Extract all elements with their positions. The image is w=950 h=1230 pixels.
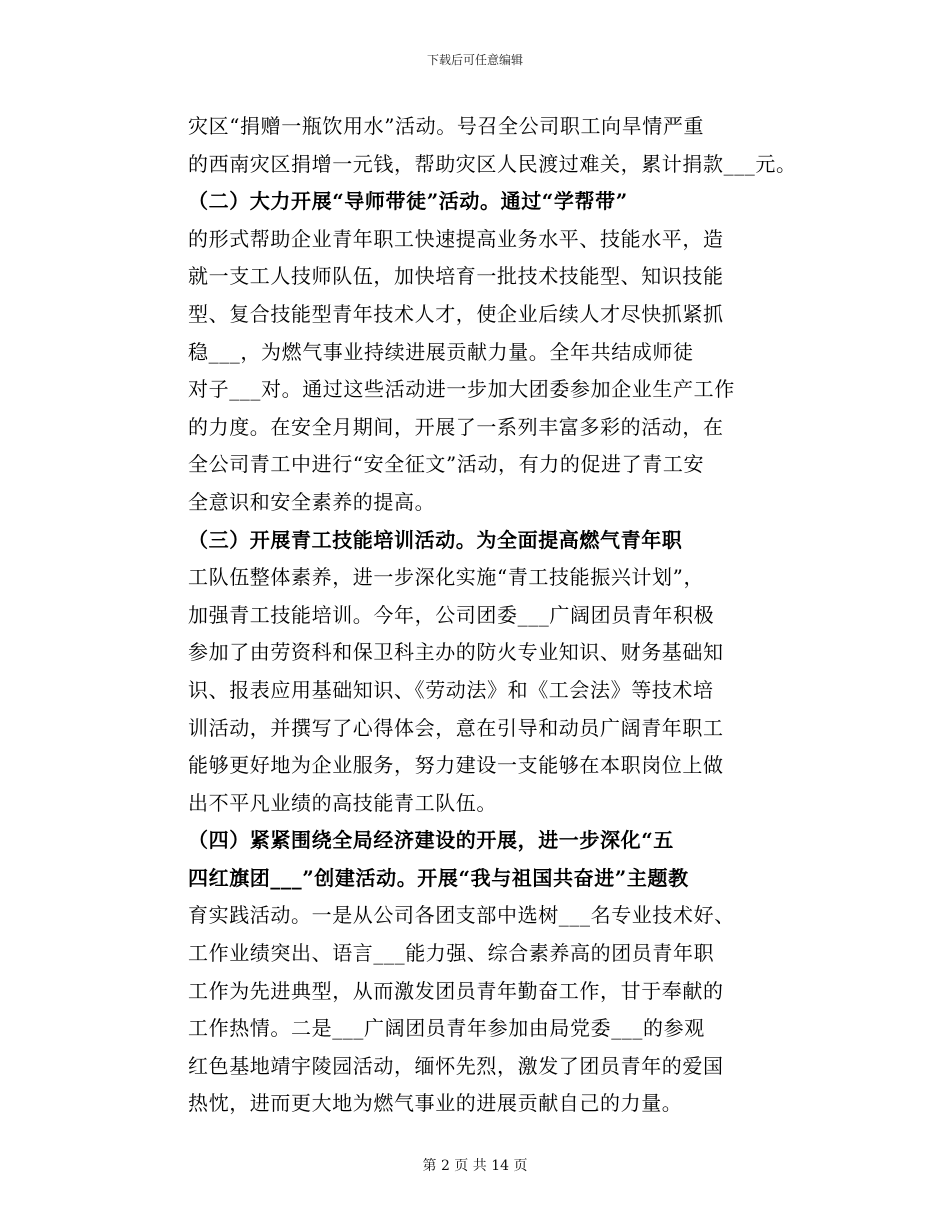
body-text-line: 工作业绩突出、语言___能力强、综合素养高的团员青年职 — [188, 941, 715, 966]
body-text-line: 稳___，为燃气事业持续进展贡献力量。全年共结成师徒 — [188, 339, 694, 364]
body-text-line: 的形式帮助企业青年职工快速提高业务水平、技能水平，造 — [188, 226, 724, 251]
body-text-line: 训活动，并撰写了心得体会，意在引导和动员广阔青年职工 — [188, 715, 724, 740]
body-text-line: 就一支工人技师队伍，加快培育一批技术技能型、知识技能 — [188, 264, 724, 289]
body-text-line: 型、复合技能型青年技术人才，使企业后续人才尽快抓紧抓 — [188, 301, 724, 326]
body-text-line: 能够更好地为企业服务，努力建设一支能够在本职岗位上做 — [188, 753, 724, 778]
body-text-line: 工作为先进典型，从而激发团员青年勤奋工作，甘于奉献的 — [188, 978, 724, 1003]
body-text-line: 育实践活动。一是从公司各团支部中选树___名专业技术好、 — [188, 903, 735, 928]
document-body — [188, 108, 848, 1123]
body-text-line: 识、报表应用基础知识、《劳动法》和《工会法》等技术培 — [188, 677, 714, 702]
section-heading-line: （三）开展青工技能培训活动。为全面提高燃气青年职 — [188, 527, 683, 552]
body-text-line: 的西南灾区捐增一元钱，帮助灾区人民渡过难关，累计捐款___元。 — [188, 151, 797, 176]
page-footer: 第 2 页 共 14 页 — [422, 1158, 528, 1174]
body-text-line: 的力度。在安全月期间，开展了一系列丰富多彩的活动，在 — [188, 414, 724, 439]
body-text-line: 加强青工技能培训。今年，公司团委___广阔团员青年积极 — [188, 602, 715, 627]
body-text-line: 对子___对。通过这些活动进一步加大团委参加企业生产工作 — [188, 377, 735, 402]
page-header: 下载后可任意编辑 — [426, 53, 523, 67]
body-text-line: 红色基地靖宇陵园活动，缅怀先烈，激发了团员青年的爱国 — [188, 1053, 724, 1078]
body-text-line: 工作热情。二是___广阔团员青年参加由局党委___的参观 — [188, 1016, 705, 1041]
body-text-line: 灾区“捐赠一瓶饮用水”活动。号召全公司职工向旱情严重 — [188, 114, 705, 138]
section-heading-line: （四）紧紧围绕全局经济建设的开展，进一步深化“五 — [188, 828, 674, 853]
section-heading-line: （二）大力开展“导师带徒”活动。通过“学帮带” — [188, 189, 628, 214]
body-text-line: 全意识和安全素养的提高。 — [188, 489, 436, 514]
body-text-line: 出不平凡业绩的高技能青工队伍。 — [188, 790, 497, 815]
body-text-line: 全公司青工中进行“安全征文”活动，有力的促进了青工安 — [188, 452, 705, 477]
body-text-line: 工队伍整体素养，进一步深化实施“青工技能振兴计划”， — [188, 565, 705, 590]
section-heading-line: 四红旗团___”创建活动。开展“我与祖国共奋进”主题教 — [188, 865, 689, 890]
body-text-line: 热忱，进而更大地为燃气事业的进展贡献自己的力量。 — [188, 1091, 683, 1116]
body-text-line: 参加了由劳资科和保卫科主办的防火专业知识、财务基础知 — [188, 640, 724, 665]
